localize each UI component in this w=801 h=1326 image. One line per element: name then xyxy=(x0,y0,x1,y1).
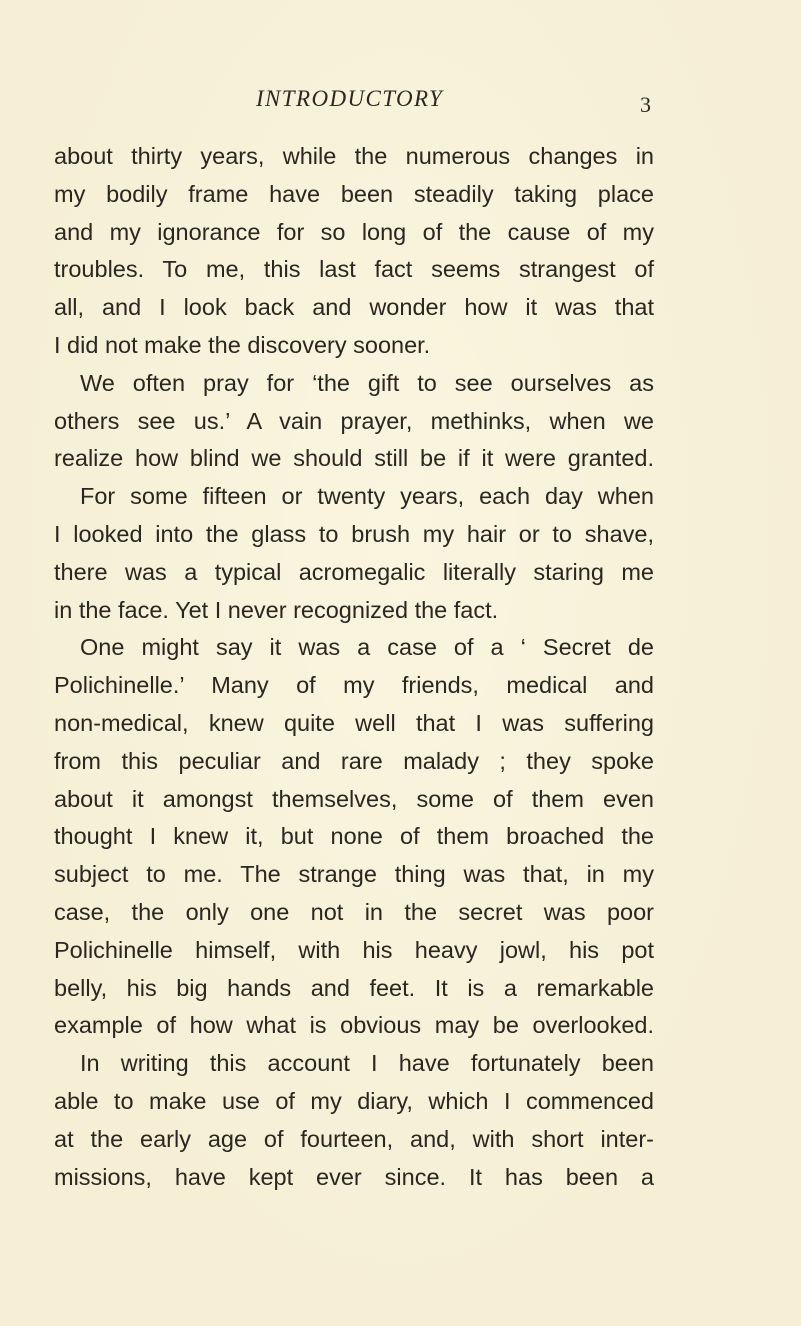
text-line: belly, his big hands and feet. It is a remarkable xyxy=(54,974,654,1001)
text-line: there was a typical acromegalic literally staring me xyxy=(54,558,654,585)
text-line: I did not make the discovery sooner. xyxy=(54,331,431,358)
running-title: INTRODUCTORY xyxy=(256,86,444,111)
text-line: all, and I look back and wonder how it was that xyxy=(54,294,654,321)
text-line: non-medical, knew quite well that I was suffering xyxy=(54,709,654,736)
text-line: realize how blind we should still be if it were granted. xyxy=(54,445,654,472)
text-line: example of how what is obvious may be overlooked. xyxy=(54,1012,654,1039)
running-head xyxy=(0,86,801,116)
text-line: I looked into the glass to brush my hair or to shave, xyxy=(54,520,654,547)
body-text xyxy=(54,138,654,1196)
text-line: One might say it was a case of a ‘ Secret de xyxy=(80,634,654,661)
text-line: from this peculiar and rare malady ; they spoke xyxy=(54,747,654,774)
text-line: and my ignorance for so long of the cause of my xyxy=(54,218,654,245)
text-line: at the early age of fourteen, and, with short inter- xyxy=(54,1125,654,1152)
text-line: thought I knew it, but none of them broached the xyxy=(54,823,654,850)
text-line: Polichinelle himself, with his heavy jowl, his pot xyxy=(54,936,654,963)
text-line: in the face. Yet I never recognized the fact. xyxy=(54,596,499,623)
text-line: able to make use of my diary, which I commenced xyxy=(54,1087,654,1114)
text-line: troubles. To me, this last fact seems strangest of xyxy=(54,256,654,283)
text-line: In writing this account I have fortunately been xyxy=(80,1050,654,1077)
text-line: about thirty years, while the numerous changes in xyxy=(54,143,654,169)
text-line: Polichinelle.’ Many of my friends, medical and xyxy=(54,672,654,699)
text-line: For some fifteen or twenty years, each day when xyxy=(80,483,654,510)
text-line: about it amongst themselves, some of them even xyxy=(54,785,654,812)
text-line: subject to me. The strange thing was that, in my xyxy=(54,861,654,888)
text-line: missions, have kept ever since. It has been a xyxy=(54,1163,654,1190)
text-line: case, the only one not in the secret was poor xyxy=(54,898,654,925)
text-line: my bodily frame have been steadily taking place xyxy=(54,180,654,207)
text-line: We often pray for ‘the gift to see ourselves as xyxy=(80,369,654,396)
text-line: others see us.’ A vain prayer, methinks, when we xyxy=(54,407,654,434)
page-number: 3 xyxy=(640,92,651,117)
